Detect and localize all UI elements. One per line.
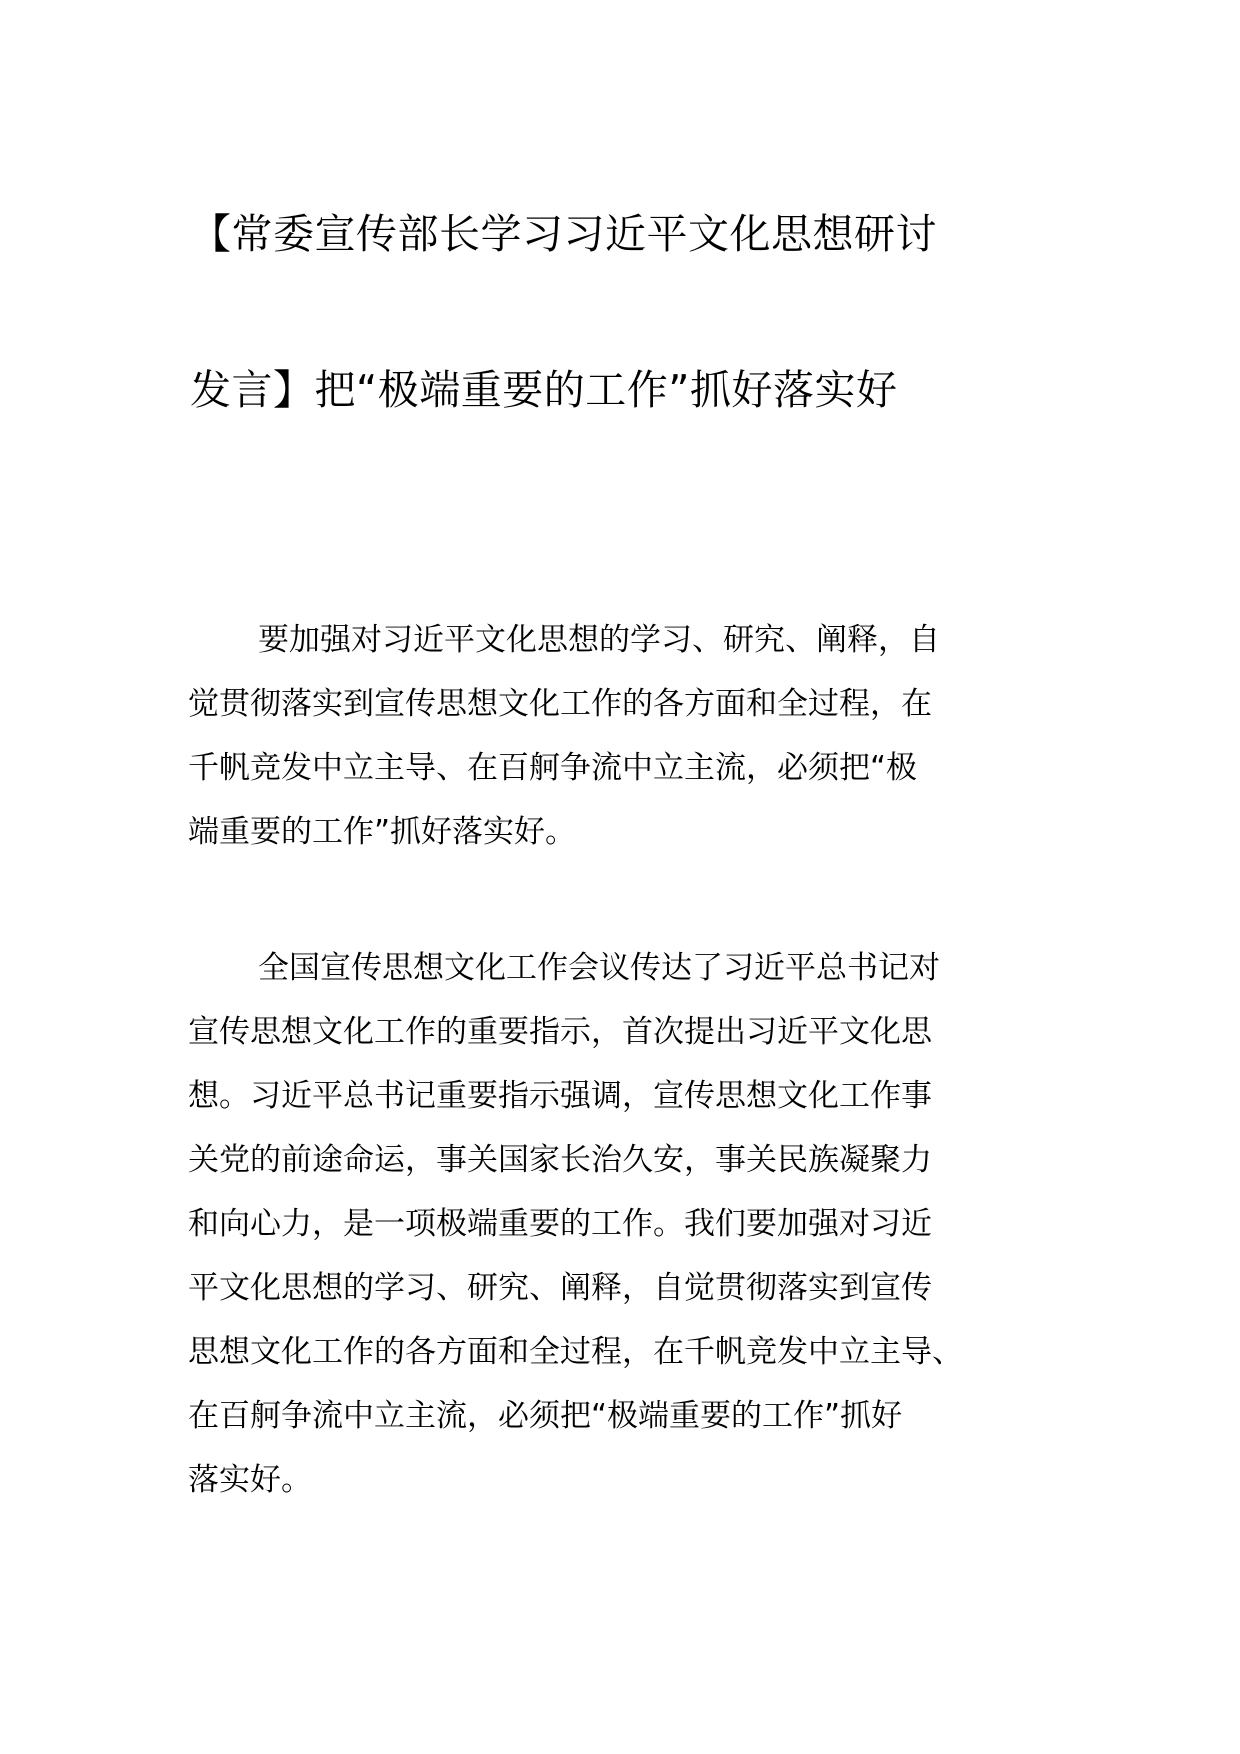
paragraph-2-line-5: 和向心力，是一项极端重要的工作。我们要加强对习近 (188, 1206, 932, 1242)
paragraph-1-line-4: 端重要的工作”抓好落实好。 (188, 814, 577, 850)
paragraph-2-line-2: 宣传思想文化工作的重要指示，首次提出习近平文化思 (188, 1014, 932, 1050)
document-title-line-1: 【常委宣传部长学习习近平文化思想研讨 (190, 210, 937, 258)
paragraph-2-line-9: 落实好。 (188, 1462, 312, 1498)
paragraph-2-line-8: 在百舸争流中立主流，必须把“极端重要的工作”抓好 (188, 1398, 903, 1434)
paragraph-2 (188, 936, 1064, 1512)
paragraph-2-line-4: 关党的前途命运，事关国家长治久安，事关民族凝聚力 (188, 1142, 932, 1178)
paragraph-1-line-2: 觉贯彻落实到宣传思想文化工作的各方面和全过程，在 (188, 686, 932, 722)
paragraph-2-line-3: 想。习近平总书记重要指示强调，宣传思想文化工作事 (188, 1078, 932, 1114)
paragraph-1-line-3: 千帆竞发中立主导、在百舸争流中立主流，必须把“极 (188, 750, 918, 786)
paragraph-1 (188, 608, 1064, 864)
paragraph-1-line-1: 要加强对习近平文化思想的学习、研究、阐释，自 (258, 622, 940, 658)
paragraph-2-line-1: 全国宣传思想文化工作会议传达了习近平总书记对 (258, 950, 940, 986)
paragraph-2-line-6: 平文化思想的学习、研究、阐释，自觉贯彻落实到宣传 (188, 1270, 932, 1306)
document-title-line-2: 发言】把“极端重要的工作”抓好落实好 (190, 366, 898, 414)
paragraph-2-line-7: 思想文化工作的各方面和全过程，在千帆竞发中立主导、 (188, 1334, 963, 1370)
